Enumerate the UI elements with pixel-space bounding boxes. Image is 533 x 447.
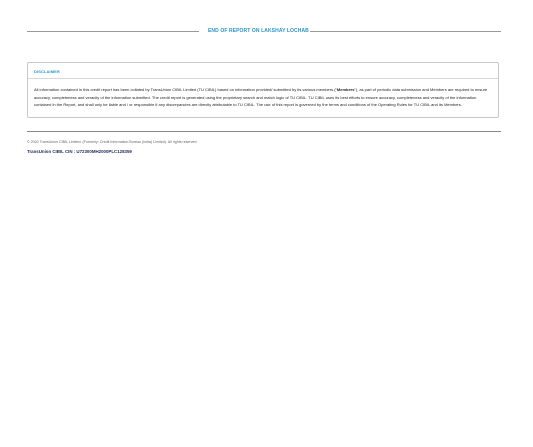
footer-divider (27, 131, 501, 132)
disclaimer-divider (28, 78, 498, 79)
end-of-report-text: END OF REPORT ON LAKSHAY LOCHAB (208, 28, 309, 34)
disclaimer-body (34, 86, 493, 109)
disclaimer-title: DISCLAIMER (34, 69, 60, 74)
copyright-notice: © 2020 TransUnion CIBIL Limited. (Formerly: Credit Information Bureau (India) Limited). All rights reserved (27, 140, 197, 144)
disclaimer-box (27, 62, 499, 118)
disclaimer-body-part1: All information contained in this credit report has been collated by TransUnion CIBIL Limited (TU CIBIL) based on information provided/ submitted by its various members (“ (34, 87, 337, 92)
disclaimer-body-members: Members (336, 87, 355, 92)
cin-number: TransUnion CIBIL CIN : U72300MH2000PLC128359 (27, 149, 132, 154)
end-of-report-banner (27, 24, 501, 38)
end-of-report-left-rule (27, 31, 199, 32)
disclaimer-body-part2: ”), as part of periodic data submission and Members are required to ensure accuracy, completeness and veracity of the information submitted. The credit report is generated using the proprietary search and match logic of TU CIBIL. TU CIBIL uses its best efforts to ensure accuracy, completeness and veracity of the information contained in the Report, and shall only be liable and / or responsible if any discrepancies are directly attributable to TU CIBIL. The use of this report is governed by the terms and conditions of the Operating Rules for TU CIBIL and its Members. (34, 87, 488, 107)
end-of-report-right-rule (310, 31, 501, 32)
